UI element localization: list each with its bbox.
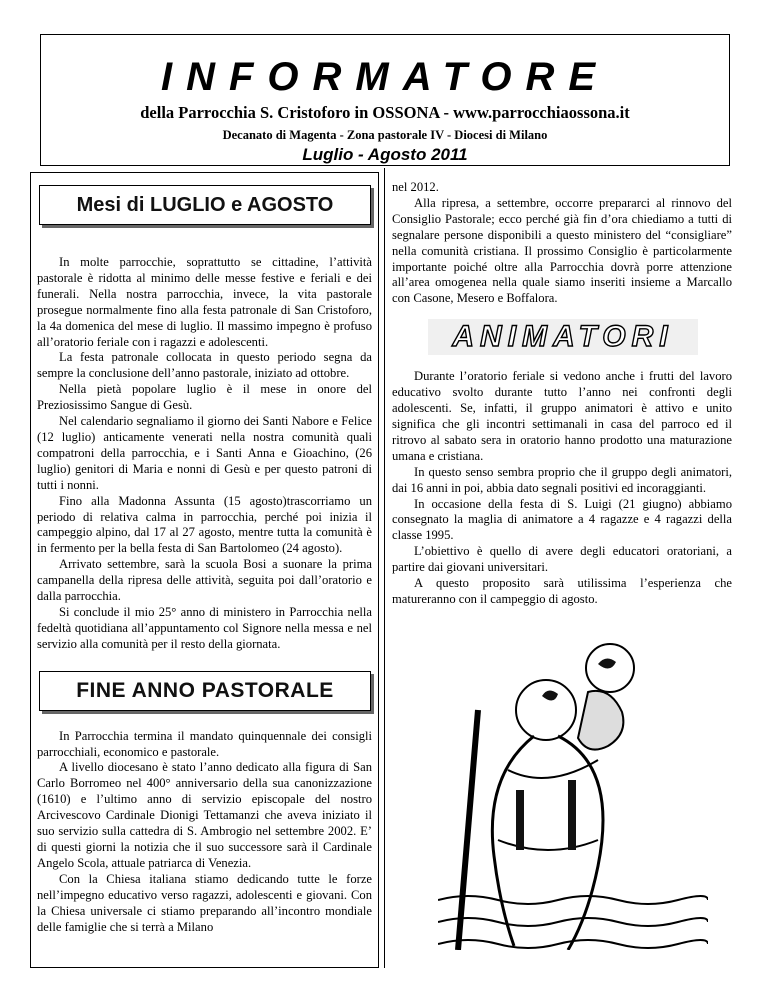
paragraph: In molte parrocchie, soprattutto se cittadine, l’attività pastorale è ridotta al minimo delle messe festive e feriali e dei funerali. Nella nostra parrocchia, invece, la vita pastorale prosegue normalmente fino alla festa patronale di San Cristoforo, la 4a domenica del mese di luglio. Il massimo impegno è profuso all’oratorio feriale con i ragazzi e adolescenti.	[37, 255, 372, 349]
paragraph: La festa patronale collocata in questo periodo segna da sempre la conclusione dell’anno pastorale, iniziato ad ottobre.	[37, 350, 372, 381]
paragraph: Nel calendario segnaliamo il giorno dei Santi Nabore e Felice (12 luglio) anticamente venerati nella nostra comunità quali compatroni della parrocchia, e i Santi Anna e Gioachino, (26 luglio) genitori di Maria e nonni di Gesù e per questo patroni di tutti i nonni.	[37, 414, 372, 492]
mesi-body	[37, 255, 372, 653]
section-heading-mesi: Mesi di LUGLIO e AGOSTO	[39, 185, 371, 225]
paragraph: Durante l’oratorio feriale si vedono anche i frutti del lavoro educativo svolto durante tutto l’anno nei confronti degli adolescenti. Se, infatti, il gruppo animatori è attivo e unito significa che gli incontri settimanali in casa del parroco ed il ritrovo al sabato sera in oratorio hanno prodotto una maturazione umana e cristiana.	[392, 369, 732, 463]
paragraph: L’obiettivo è quello di avere degli educatori oratoriani, a partire dai giovani universitari.	[392, 544, 732, 575]
animatori-body	[392, 369, 732, 608]
paragraph: Nella pietà popolare luglio è il mese in onore del Preziosissimo Sangue di Gesù.	[37, 382, 372, 413]
issue-date: Luglio - Agosto 2011	[302, 145, 468, 164]
fine-body	[37, 729, 372, 936]
left-column	[30, 172, 379, 968]
paragraph: In Parrocchia termina il mandato quinquennale dei consigli parrocchiali, economico e pastorale.	[37, 728, 372, 759]
paragraph: Si conclude il mio 25° anno di ministero in Parrocchia nella fedeltà quotidiana all’appuntamento col Signore nella messa e nel servizio alla comunità per il resto della giornata.	[37, 604, 372, 651]
paragraph: A livello diocesano è stato l’anno dedicato alla figura di San Carlo Borromeo nel 400° anniversario della sua canonizzazione (1610) e l’ultimo anno di servizio episcopale del nostro Arcivescovo Cardinale Dionigi Tettamanzi che aveva iniziato il suo servizio sulla cattedra di S. Ambrogio nel settembre 2002. E’ di questi giorni la notizia che il suo successore sarà il Cardinale Angelo Scola, attuale patriarca di Venezia.	[37, 760, 372, 870]
paragraph: Con la Chiesa italiana stiamo dedicando tutte le forze nell’impegno educativo verso ragazzi, adolescenti e giovani. Con la Chiesa universale ci stiamo preparando all’incontro mondiale delle famiglie che si terrà a Milano	[37, 871, 372, 934]
parish-subtitle: della Parrocchia S. Cristoforo in OSSONA - www.parrocchiaossona.it	[140, 103, 630, 122]
newsletter-title: INFORMATORE	[160, 55, 610, 99]
paragraph: Alla ripresa, a settembre, occorre prepararci al rinnovo del Consiglio Pastorale; ecco perché già fin d’ora chiediamo a tutti di segnalare persone disponibili a questo ministero del “consigliare” nella comunità cristiana. Il prossimo Consiglio è particolarmente importante poiché oltre alla Parrocchia dovrà porre attenzione all’area omogenea nella quale siamo inseriti insieme a Marcallo con Casone, Mesero e Boffalora.	[392, 195, 732, 306]
section-heading-fine-anno: FINE ANNO PASTORALE	[39, 671, 371, 711]
paragraph: In questo senso sembra proprio che il gruppo degli animatori, dai 16 anni in poi, abbia dato segnali positivi ed incoraggianti.	[392, 464, 732, 495]
right-column	[392, 180, 732, 950]
column-divider	[384, 168, 385, 968]
deanery-line: Decanato di Magenta - Zona pastorale IV - Diocesi di Milano	[222, 128, 548, 142]
saint-christopher-carrying-child-icon	[438, 640, 708, 950]
paragraph: In occasione della festa di S. Luigi (21 giugno) abbiamo consegnato la maglia di animatore a 4 ragazze e 4 ragazzi della classe 1995.	[392, 496, 732, 543]
paragraph: Arrivato settembre, sarà la scuola Bosi a suonare la prima campanella della ripresa delle attività, seguita poi dall’oratorio e dalla parrocchia.	[37, 557, 372, 604]
section-heading-animatori: ANIMATORI	[428, 319, 698, 355]
masthead	[40, 34, 730, 166]
paragraph: Fino alla Madonna Assunta (15 agosto)trascorriamo un periodo di relativa calma in parrocchia, perché poi inizia il campeggio alpino, dal 17 al 27 agosto, mentre tutta la comunità è in fermento per la bella festa di San Bartolomeo (24 agosto).	[37, 493, 372, 556]
paragraph: A questo proposito sarà utilissima l’esperienza che matureranno con il campeggio di agosto.	[392, 576, 732, 606]
continuation-text: nel 2012.	[392, 180, 439, 194]
